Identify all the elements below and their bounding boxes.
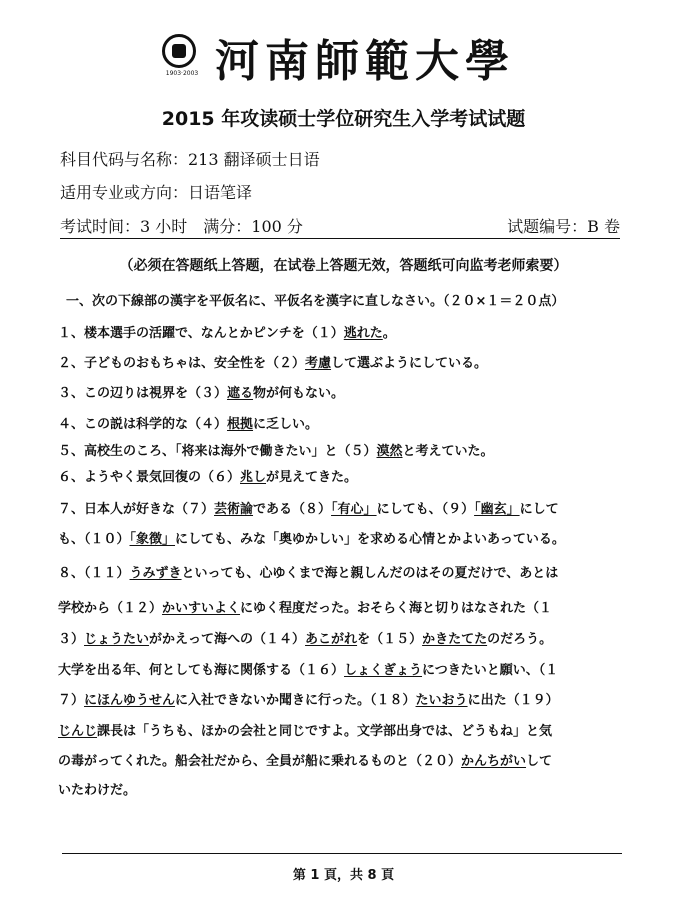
- section-instruction: 一、次の下線部の漢字を平仮名に、平仮名を漢字に直しなさい。（２０×１＝２０点）: [66, 294, 565, 309]
- university-name: 河南師範大學: [215, 36, 515, 87]
- question-4: ４、この説は科学的な（４）根拠に乏しい。: [58, 417, 319, 432]
- question-3: ３、この辺りは視界を（３）遮る物が何もない。: [58, 386, 345, 401]
- major-line: 适用专业或方向：日语笔译: [60, 183, 253, 202]
- footer-divider: [62, 853, 622, 854]
- page-number: 第 1 頁，共 8 頁: [292, 868, 395, 883]
- paper-number: 试题编号：B 卷: [507, 217, 620, 236]
- question-8-line-8: いたわけだ。: [58, 783, 137, 798]
- question-8-line-1: ８、（１１）うみずきといっても、心ゆくまで海と親しんだのはその夏だけで、あとは: [58, 566, 559, 581]
- subject-line: 科目代码与名称：213 翻译硕士日语: [60, 150, 320, 169]
- question-8-line-6: じんじ課長は「うちも、ほかの会社と同じですよ。文学部出身では、どうもね」と気: [58, 724, 553, 739]
- question-6: ６、ようやく景気回復の（６）兆しが見えてきた。: [58, 470, 358, 485]
- question-8-line-3: ３）じょうたいがかえって海への（１４）あこがれを（１５）かきたてたのだろう。: [58, 632, 553, 647]
- question-8-line-4: 大学を出る年、何としても海に関係する（１６）しょくぎょうにつきたいと願い、（１: [58, 663, 559, 678]
- time-score: 考试时间：3 小时 满分：100 分: [60, 217, 303, 236]
- university-logo: [157, 34, 207, 86]
- question-8-line-2: 学校から（１２）かいすいよくにゆく程度だった。おそらく海と切りはなされた（１: [58, 601, 553, 616]
- question-7-line-2: も、（１０）「象徴」にしても、みな「奥ゆかしい」を求める心情とかよいあっている。: [58, 532, 565, 547]
- question-8-line-7: の毒がってくれた。船会社だから、全員が船に乗れるものと（２０）かんちがいして: [58, 754, 553, 769]
- logo-caption: 1903·2003: [165, 70, 199, 77]
- exam-title: 2015 年攻读硕士学位研究生入学考试试题: [161, 108, 526, 130]
- question-7-line-1: ７、日本人が好きな（７）芸術論である（８）「有心」にしても、（９）「幽玄」にして: [58, 502, 559, 517]
- seal-icon: [162, 34, 196, 68]
- answer-notice: （必须在答题纸上答题，在试卷上答题无效，答题纸可向监考老师索要）: [119, 258, 568, 274]
- header-divider: [60, 238, 620, 239]
- question-2: ２、子どものおもちゃは、安全性を（２）考慮して選ぶようにしている。: [58, 356, 488, 371]
- question-8-line-5: ７）にほんゆうせんに入社できないか聞きに行った。（１８）たいおうに出た（１９）: [58, 693, 559, 708]
- question-5: ５、高校生のころ、「将来は海外で働きたい」と（５）漠然と考えていた。: [58, 444, 494, 459]
- question-1: １、楼本選手の活躍で、なんとかピンチを（１）逃れた。: [58, 326, 396, 341]
- time-score-line: [60, 214, 620, 237]
